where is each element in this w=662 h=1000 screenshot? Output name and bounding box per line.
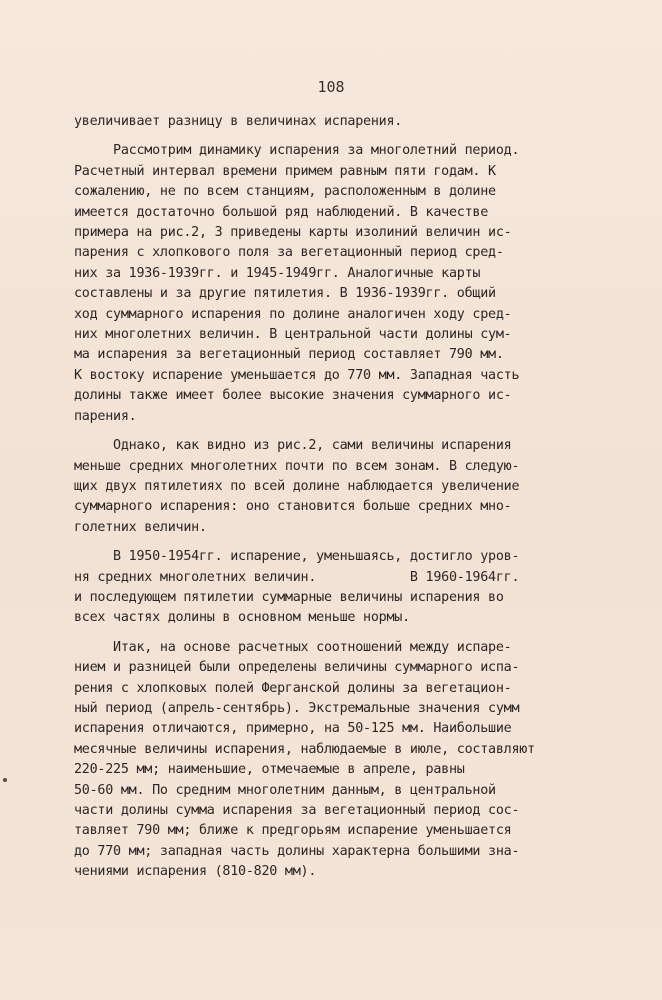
text-line: и последующем пятилетии суммарные величины испарения во [74, 589, 504, 605]
text-line: щих двух пятилетиях по всей долине наблюдается увеличение [74, 478, 520, 494]
body-text [74, 112, 574, 883]
text-line: Рассмотрим динамику испарения за многолетний период. [74, 143, 520, 159]
text-line: них многолетних величин. В центральной части долины сум- [74, 327, 512, 343]
text-line: ма испарения за вегетационный период составляет 790 мм. [74, 347, 504, 363]
text-line: нием и разницей были определены величины суммарного испа- [74, 660, 520, 676]
text-line: сожалению, не по всем станциям, расположенным в долине [74, 184, 496, 200]
text-line: Однако, как видно из рис.2, сами величины испарения [74, 438, 512, 454]
text-line: чениями испарения (810-820 мм). [74, 864, 317, 880]
text-line: ный период (апрель-сентябрь). Экстремальные значения сумм [74, 700, 520, 716]
text-line: К востоку испарение уменьшается до 770 мм. Западная часть [74, 367, 520, 383]
text-line: суммарного испарения: оно становится больше средних мно- [74, 499, 512, 515]
paragraph [74, 547, 574, 629]
text-line: 220-225 мм; наименьшие, отмечаемые в апреле, равны [74, 762, 465, 778]
text-line: всех частях долины в основном меньше нормы. [74, 610, 410, 626]
page-number: 108 [317, 78, 345, 96]
text-line: имеется достаточно большой ряд наблюдений. В качестве [74, 204, 489, 220]
text-line: долины также имеет более высокие значения суммарного ис- [74, 388, 512, 404]
text-line: ход суммарного испарения по долине аналогичен ходу сред- [74, 306, 512, 322]
text-line: составлены и за другие пятилетия. В 1936-1939гг. общий [74, 286, 496, 302]
text-line: меньше средних многолетних почти по всем зонам. В следую- [74, 458, 520, 474]
text-line: В 1950-1954гг. испарение, уменьшаясь, достигло уров- [74, 549, 520, 565]
text-line: голетних величин. [74, 519, 207, 535]
text-line: них за 1936-1939гг. и 1945-1949гг. Аналогичные карты [74, 265, 481, 281]
text-line: 50-60 мм. По средним многолетним данным, в центральной [74, 782, 496, 798]
text-line: Итак, на основе расчетных соотношений между испаре- [74, 639, 512, 655]
text-line: парения с хлопкового поля за вегетационный период сред- [74, 245, 504, 261]
text-line: части долины сумма испарения за вегетационный период сос- [74, 803, 520, 818]
text-line: месячные величины испарения, наблюдаемые в июле, составляют [74, 741, 535, 757]
margin-mark [3, 778, 7, 782]
text-line: парения. [74, 408, 137, 424]
text-line: ня средних многолетних величин. В 1960-1964гг. [74, 569, 520, 585]
text-line: Расчетный интервал времени примем равным пяти годам. К [74, 163, 496, 179]
text-line: испарения отличаются, примерно, на 50-125 мм. Наибольшие [74, 721, 512, 737]
text-line: рения с хлопковых полей Ферганской долины за вегетацион- [74, 680, 512, 696]
paragraph [74, 112, 574, 132]
text-line: тавляет 790 мм; ближе к предгорьям испарение уменьшается [74, 823, 512, 839]
text-line: примера на рис.2, 3 приведены карты изолиний величин ис- [74, 225, 512, 241]
paragraph [74, 638, 574, 883]
text-line: увеличивает разницу в величинах испарения. [74, 114, 403, 129]
text-line: до 770 мм; западная часть долины характерна большими зна- [74, 843, 520, 859]
paragraph [74, 141, 574, 427]
paragraph [74, 436, 574, 538]
